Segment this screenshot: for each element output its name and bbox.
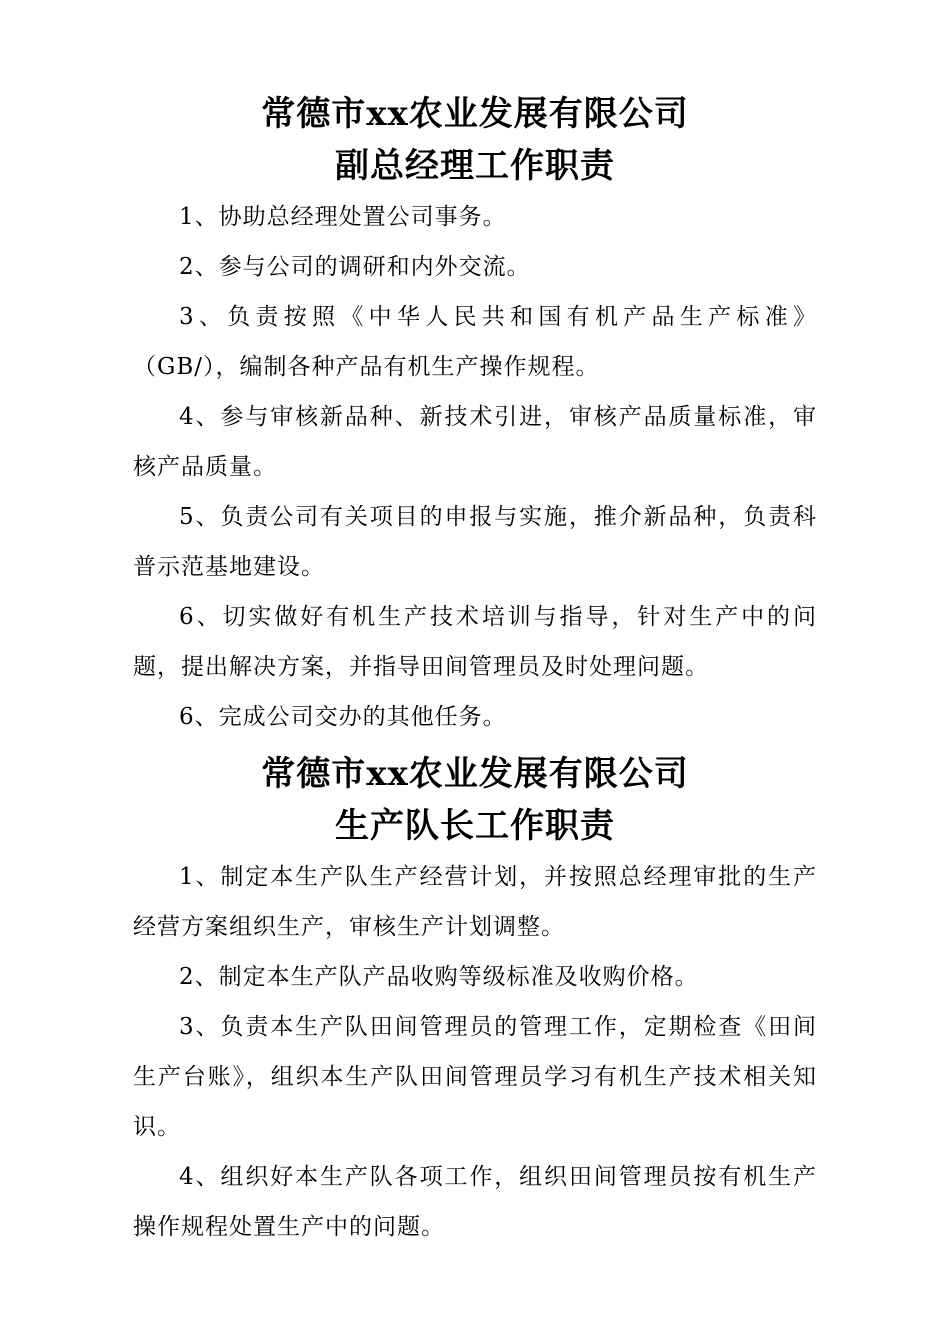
duty-item: 2、制定本生产队产品收购等级标准及收购价格。	[179, 964, 699, 990]
company-name-heading: 常德市xx农业发展有限公司	[261, 94, 689, 134]
duty-item: 3、负责本生产队田间管理员的管理工作，定期检查《田间生产台账》，组织本生产队田间管理员学习有机生产技术相关知识。	[133, 1014, 817, 1140]
duty-item: 5、负责公司有关项目的申报与实施，推介新品种，负责科普示范基地建设。	[133, 504, 817, 580]
duty-item: 6、切实做好有机生产技术培训与指导，针对生产中的问题，提出解决方案，并指导田间管理员及时处理问题。	[133, 604, 817, 680]
role-title-heading: 生产队长工作职责	[335, 806, 615, 846]
duty-item: 2、参与公司的调研和内外交流。	[179, 254, 531, 280]
duty-item: 4、参与审核新品种、新技术引进，审核产品质量标准，审核产品质量。	[133, 404, 817, 480]
company-name-heading: 常德市xx农业发展有限公司	[261, 754, 689, 794]
duty-item: 6、完成公司交办的其他任务。	[179, 704, 507, 730]
duty-item: 1、协助总经理处置公司事务。	[179, 204, 507, 230]
section-deputy-gm	[133, 88, 817, 742]
duty-item: 4、组织好本生产队各项工作，组织田间管理员按有机生产操作规程处置生产中的问题。	[133, 1164, 817, 1240]
role-title-heading: 副总经理工作职责	[335, 146, 615, 186]
duty-item: 1、制定本生产队生产经营计划，并按照总经理审批的生产经营方案组织生产，审核生产计划调整。	[133, 864, 817, 940]
document-page	[133, 88, 817, 1252]
duty-item: 3、负责按照《中华人民共和国有机产品生产标准》（GB/），编制各种产品有机生产操作规程。	[133, 304, 817, 380]
section-production-captain	[133, 748, 817, 1252]
